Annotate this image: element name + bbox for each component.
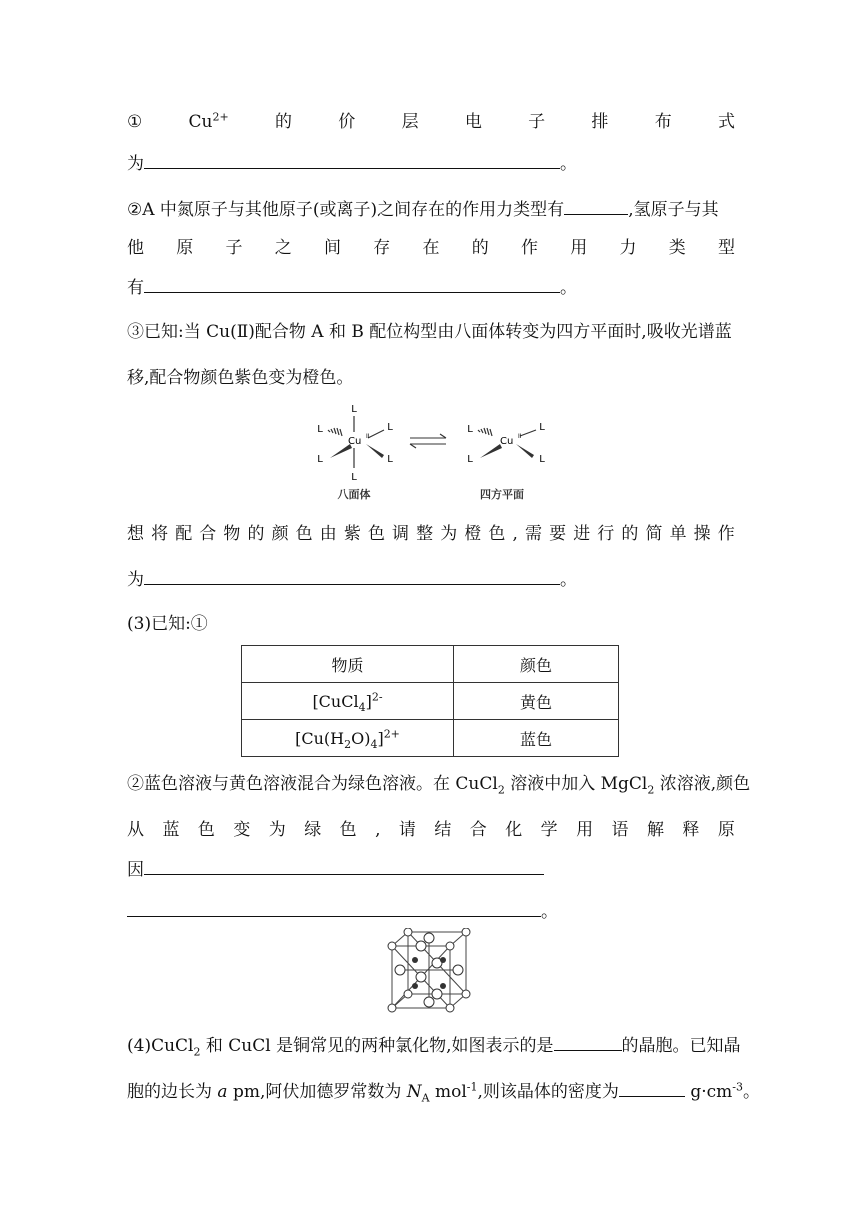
octahedral-caption: 八面体 xyxy=(337,488,371,501)
q3-line1: ②蓝色溶液与黄色溶液混合为绿色溶液。在 CuCl$_2$ 溶液中加入 MgCl$_2$ 浓溶液,颜色 xyxy=(127,774,751,797)
answer-blank[interactable] xyxy=(144,274,560,293)
answer-blank[interactable] xyxy=(554,1032,622,1051)
table-header: 物质 xyxy=(242,646,454,683)
answer-blank[interactable] xyxy=(144,150,560,169)
ligand-label: L xyxy=(387,454,393,465)
color-cell: 黄色 xyxy=(454,683,619,720)
metal-label: Cu xyxy=(348,436,362,447)
equilibrium-arrow-icon xyxy=(410,434,446,448)
char: 排 xyxy=(591,112,609,132)
q4-line1: (4)CuCl$_2$ 和 CuCl 是铜常见的两种氯化物,如图表示的是 的晶胞。已知晶 xyxy=(127,1032,735,1056)
char: 电 xyxy=(464,112,482,132)
color-table xyxy=(241,645,619,757)
square-planar-complex xyxy=(467,422,545,465)
ligand-label: L xyxy=(351,404,357,415)
table-row xyxy=(242,720,619,757)
substance-cell: $[Cu(H_2O)_4]^{2+}$ xyxy=(242,720,454,757)
ligand-label: L xyxy=(317,424,323,435)
color-cell: 蓝色 xyxy=(454,720,619,757)
answer-blank[interactable] xyxy=(144,566,560,585)
q2-3-line2: 移,配合物颜色紫色变为橙色。 xyxy=(127,368,354,388)
oxidation-label: II xyxy=(518,433,522,440)
coordination-geometry-figure xyxy=(300,398,570,506)
ligand-label: L xyxy=(467,454,473,465)
q3-intro: (3)已知:① xyxy=(127,614,208,634)
circle-number: ① xyxy=(127,112,143,132)
oxidation-label: II xyxy=(366,433,370,440)
square-planar-caption: 四方平面 xyxy=(480,488,524,501)
ligand-label: L xyxy=(539,454,545,465)
q3-line2: 从 蓝 色 变 为 绿 色 , 请 结 合 化 学 用 语 解 释 原 xyxy=(127,820,735,840)
cu-ion: $Cu^{2+}$ xyxy=(188,110,229,132)
char: 子 xyxy=(528,112,546,132)
char: 的 xyxy=(275,112,292,132)
answer-blank[interactable] xyxy=(619,1078,685,1097)
octahedral-complex xyxy=(317,404,393,483)
q2-3-line1: ③已知:当 Cu(Ⅱ)配合物 A 和 B 配位构型由八面体转变为四方平面时,吸收光谱蓝 xyxy=(127,322,732,342)
q2-2-line2: 他 原 子 之 间 存 在 的 作 用 力 类 型 xyxy=(127,238,735,258)
char: 价 xyxy=(338,112,356,132)
ligand-label: L xyxy=(387,422,393,433)
q2-1-line1 xyxy=(127,110,735,134)
table-row xyxy=(242,683,619,720)
answer-blank[interactable] xyxy=(144,856,544,875)
q2-1-line2: 为 。 xyxy=(127,150,735,174)
answer-blank[interactable] xyxy=(564,196,628,215)
ligand-label: L xyxy=(467,424,473,435)
q3-line3: 因 xyxy=(127,856,735,880)
char: 布 xyxy=(654,112,672,132)
q4-line2: 胞的边长为 a pm,阿伏加德罗常数为 $N_A$ mol$^{-1}$,则该晶体的密度为 $g\cdot cm^{-3}$。 xyxy=(127,1078,735,1102)
q3-line4: 。 xyxy=(127,898,735,922)
char: 式 xyxy=(717,112,735,132)
q2-2-line1: ②A 中氮原子与其他原子(或离子)之间存在的作用力类型有 ,氢原子与其 xyxy=(127,196,735,220)
metal-label: Cu xyxy=(500,436,514,447)
answer-blank[interactable] xyxy=(127,898,541,917)
q2-2-line3: 有 。 xyxy=(127,274,735,298)
table-header-row xyxy=(242,646,619,683)
substance-cell: [CuCl$_4$]$^{2-}$ xyxy=(242,683,454,720)
ligand-label: L xyxy=(539,422,545,433)
ligand-label: L xyxy=(317,454,323,465)
crystal-cell-figure xyxy=(386,928,472,1014)
q2-3-line4: 为 。 xyxy=(127,566,735,590)
ligand-label: L xyxy=(351,472,357,483)
q2-3-line3: 想 将 配 合 物 的 颜 色 由 紫 色 调 整 为 橙 色 , 需 要 进 行 的 简 单 操 作 xyxy=(127,524,735,544)
table-header: 颜色 xyxy=(454,646,619,683)
char: 层 xyxy=(401,112,419,132)
